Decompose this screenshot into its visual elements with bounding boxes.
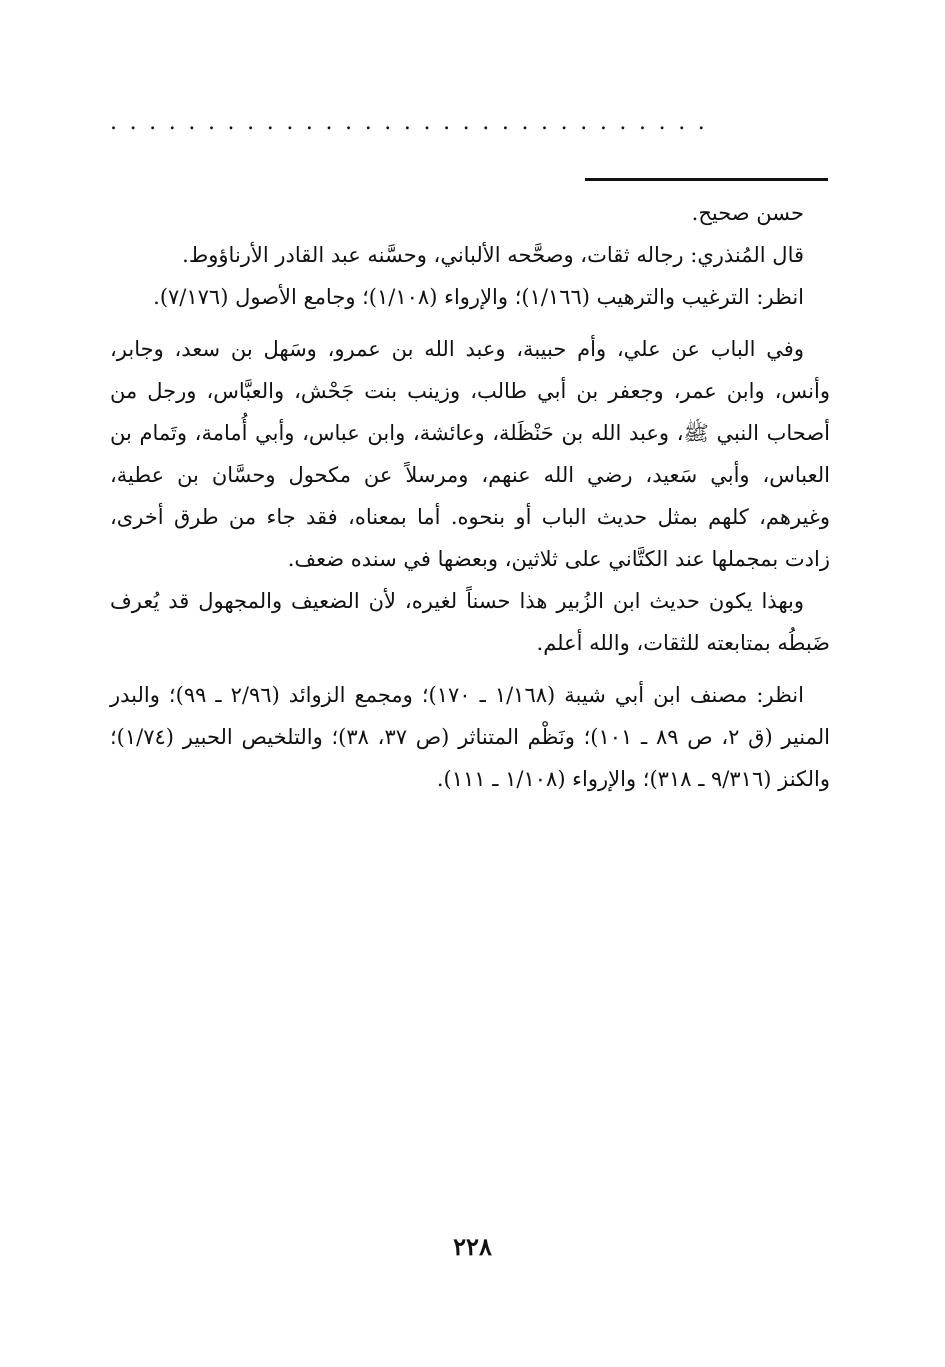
paragraph-references-2: انظر: مصنف ابن أبي شيبة (١/١٦٨ ـ ١٧٠)؛ ومجمع الزوائد (٢/٩٦ ـ ٩٩)؛ والبدر المنير (ق ٢، ص ٨٩ ـ ١٠١)؛ ونَظْم المتناثر (ص ٣٧، ٣٨)؛ والتلخيص الحبير (١/٧٤)؛ والكنز (٩/٣١٦ ـ ٣١٨)؛ والإرواء (١/١٠٨ ـ ١١١). <box>110 683 831 791</box>
paragraph-hasan-sahih: حسن صحيح. <box>691 201 804 225</box>
footnote-text <box>110 192 830 800</box>
paragraph-mundhiri: قال المُنذري: رجاله ثقات، وصحَّحه الألباني، وحسَّنه عبد القادر الأرناؤوط. <box>182 243 804 267</box>
footnote-rule <box>585 178 828 181</box>
paragraph-chapter-narrations: وفي الباب عن علي، وأم حبيبة، وعبد الله بن عمرو، وسَهل بن سعد، وجابر، وأنس، وابن عمر، وجعفر بن أبي طالب، وزينب بنت جَحْش، والعبَّاس، ورجل من أصحاب النبي ﷺ، وعبد الله بن حَنْظَلة، وعائشة، وابن عباس، وأبي أُمامة، وتَمام بن العباس، وأبي سَعيد، رضي الله عنهم، ومرسلاً عن مكحول وحسَّان بن عطية، وغيرهم، كلهم بمثل حديث الباب أو بنحوه. أما بمعناه، فقد جاء من طرق أخرى، زادت بمجملها عند الكتَّاني على ثلاثين، وبعضها في سنده ضعف. <box>110 337 830 571</box>
paragraph-conclusion: وبهذا يكون حديث ابن الزُبير هذا حسناً لغيره، لأن الضعيف والمجهول قد يُعرف ضَبطُه بمتابعته للثقات، والله أعلم. <box>110 589 830 655</box>
dotted-separator: ............................... <box>110 110 718 135</box>
paragraph-references-1: انظر: الترغيب والترهيب (١/١٦٦)؛ والإرواء (١/١٠٨)؛ وجامع الأصول (٧/١٧٦). <box>153 285 804 309</box>
page-number: ٢٢٨ <box>453 1232 492 1261</box>
